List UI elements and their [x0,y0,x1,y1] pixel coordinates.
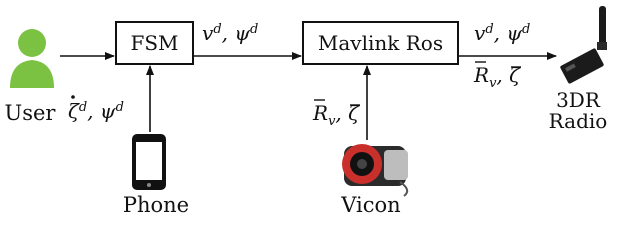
mavlink-ros-label: Mavlink Ros [317,31,444,55]
radio-label-line2: Radio [548,109,608,133]
mavlink-to-radio-bottom-label [473,62,521,91]
mavlink-to-radio-top-label: $v^d$, $\psi^d$ [474,21,531,45]
vicon-camera-icon [342,144,408,196]
user-icon [10,29,54,88]
vicon-label: Vicon [341,193,401,217]
radio-label-line1: 3DR [556,88,600,112]
fsm-label: FSM [130,31,179,55]
phone-icon [132,134,166,190]
svg-text:Rv, ζ: $R_v$, ζ [474,63,520,91]
radio-icon [560,6,607,84]
vicon-to-mavlink-label [312,100,360,129]
phone-to-fsm-label: $\zeta^d$, $\psi^d$ [68,99,124,123]
svg-text:Rv, ζ: $R_v$, ζ [313,101,359,129]
user-label: User [4,101,56,125]
fsm-to-mavlink-label: $v^d$, $\psi^d$ [202,21,259,45]
zeta-dot [71,95,75,99]
phone-label: Phone [122,193,190,217]
